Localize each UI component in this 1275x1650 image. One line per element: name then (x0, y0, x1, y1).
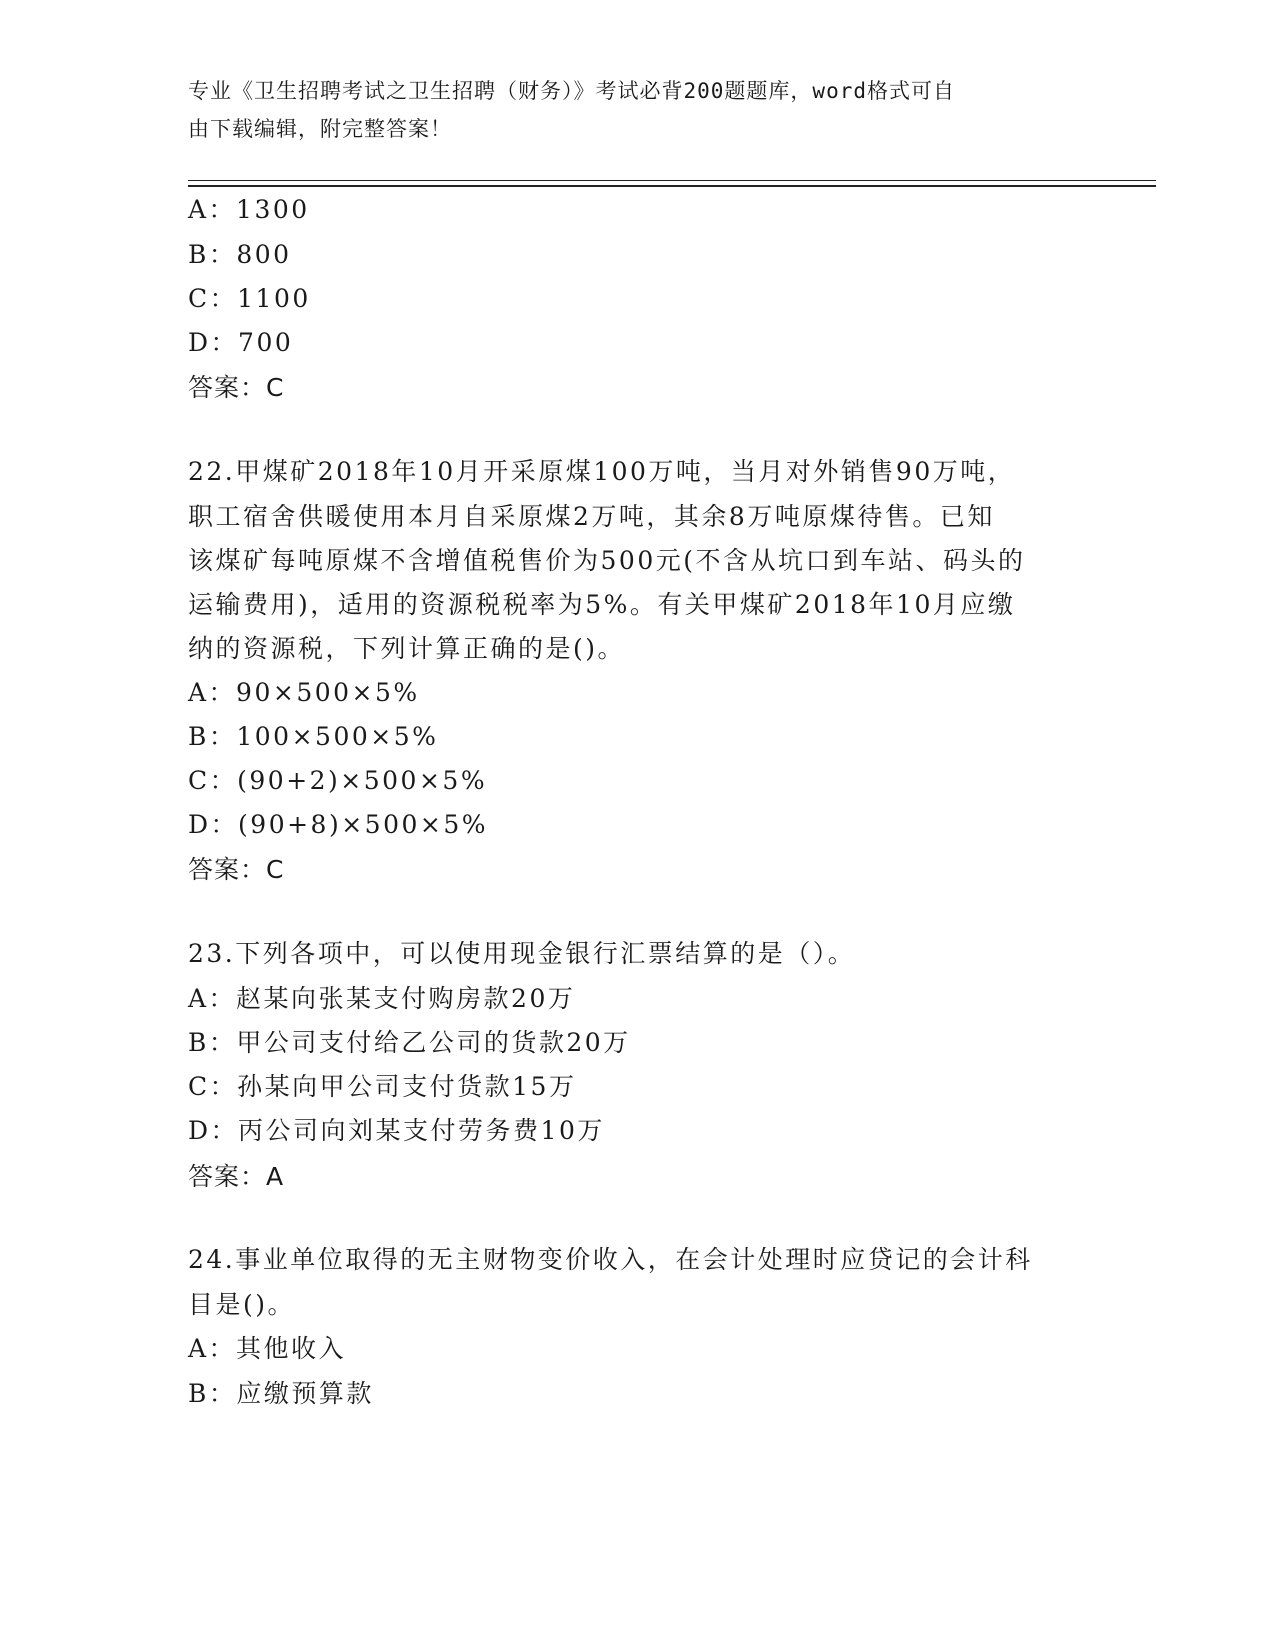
header-rule-thick (188, 185, 1156, 187)
question-text-line: 运输费用)，适用的资源税税率为5%。有关甲煤矿2018年10月应缴 (188, 590, 1016, 619)
question-text-line: 该煤矿每吨原煤不含增值税售价为500元(不含从坑口到车站、码头的 (188, 546, 1026, 575)
question-text-line: 24.事业单位取得的无主财物变价收入，在会计处理时应贷记的会计科 (188, 1245, 1033, 1274)
option-d: D：丙公司向刘某支付劳务费10万 (188, 1116, 605, 1145)
document-header (188, 72, 1068, 148)
answer-line: 答案：A (188, 1162, 285, 1191)
option-a: A：其他收入 (188, 1334, 347, 1363)
question-text-line: 目是()。 (188, 1290, 296, 1319)
option-a: A：赵某向张某支付购房款20万 (188, 984, 576, 1013)
option-b: B：100×500×5% (188, 722, 439, 751)
option-b: B：800 (188, 240, 292, 269)
question-text-line: 22.甲煤矿2018年10月开采原煤100万吨，当月对外销售90万吨， (188, 457, 1016, 486)
option-a: A：90×500×5% (188, 678, 420, 707)
header-rule-thin (188, 180, 1156, 181)
header-line: 专业《卫生招聘考试之卫生招聘（财务）》考试必背200题题库，word格式可自 (188, 79, 955, 103)
option-b: B：应缴预算款 (188, 1379, 374, 1408)
option-d: D：700 (188, 328, 294, 357)
question-text-line: 纳的资源税，下列计算正确的是()。 (188, 634, 626, 663)
option-d: D：(90+8)×500×5% (188, 810, 488, 839)
question-text-line: 职工宿舍供暖使用本月自采原煤2万吨，其余8万吨原煤待售。已知 (188, 502, 995, 531)
option-c: C：孙某向甲公司支付货款15万 (188, 1072, 577, 1101)
option-c: C：1100 (188, 284, 311, 313)
option-b: B：甲公司支付给乙公司的货款20万 (188, 1028, 631, 1057)
answer-line: 答案：C (188, 373, 285, 402)
question-text-line: 23.下列各项中，可以使用现金银行汇票结算的是（）。 (188, 939, 856, 968)
header-line: 由下载编辑，附完整答案！ (188, 117, 452, 141)
option-c: C：(90+2)×500×5% (188, 766, 488, 795)
answer-line: 答案：C (188, 855, 285, 884)
option-a: A：1300 (188, 195, 310, 224)
